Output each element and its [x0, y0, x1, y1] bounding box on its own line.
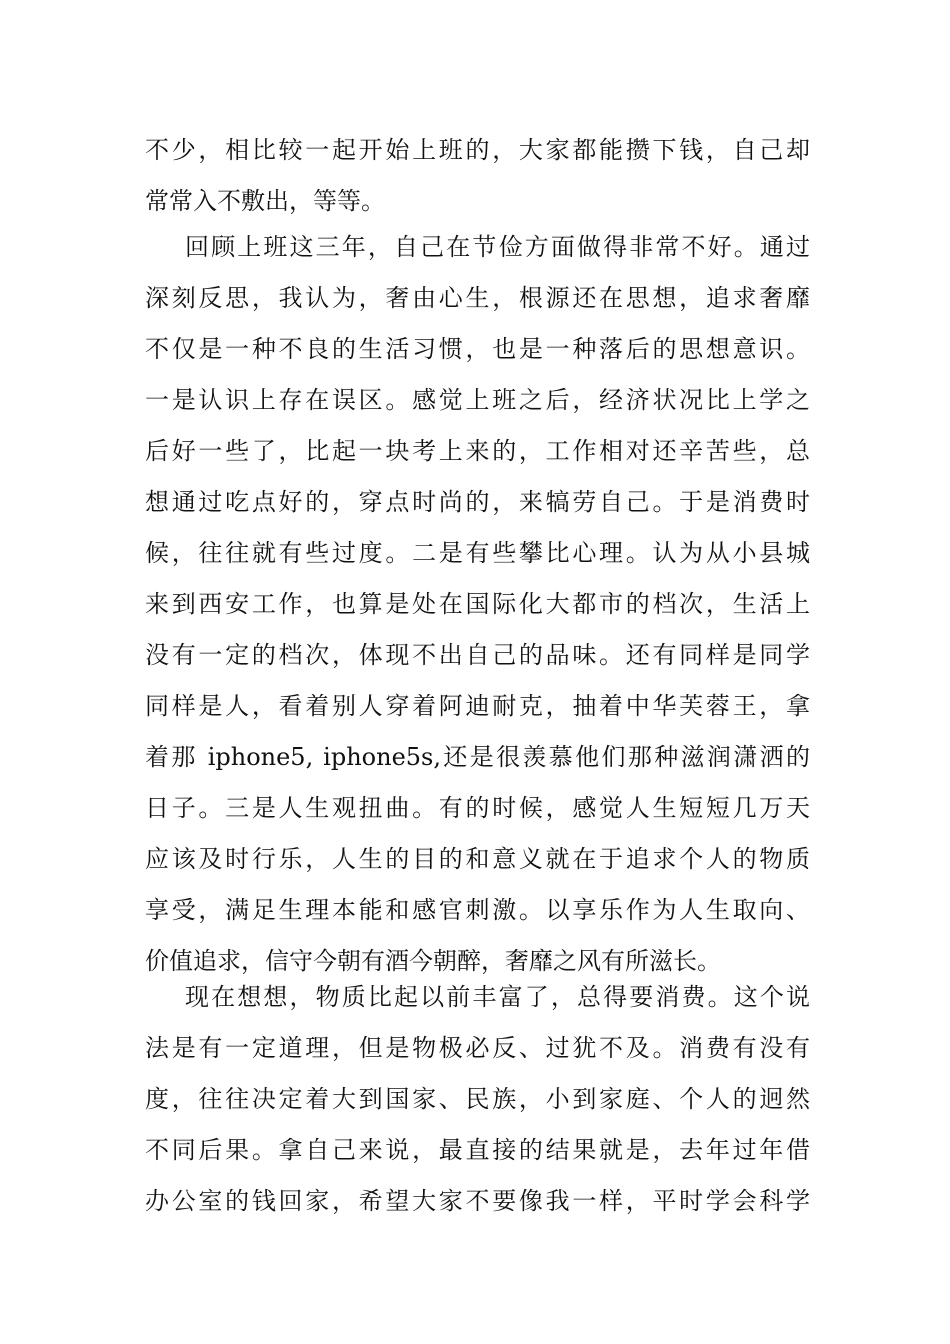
text-line: 来到西安工作，也算是处在国际化大都市的档次，生活上	[145, 590, 810, 618]
text-line: 现在想想，物质比起以前丰富了，总得要消费。这个说	[185, 983, 810, 1011]
text-line: 后好一些了，比起一块考上来的，工作相对还辛苦些，总	[145, 437, 810, 465]
text-line: 不仅是一种不良的生活习惯，也是一种落后的思想意识。	[145, 335, 810, 363]
text-line: 常常入不敷出，等等。	[145, 187, 385, 215]
text-line: 没有一定的档次，体现不出自己的品味。还有同样是同学	[145, 641, 810, 669]
text-line: 日子。三是人生观扭曲。有的时候，感觉人生短短几万天	[145, 794, 810, 822]
text-line: 不同后果。拿自己来说，最直接的结果就是，去年过年借	[145, 1136, 810, 1164]
paragraph-2	[145, 222, 810, 987]
text-line: 着那 iphone5, iphone5s,还是很羡慕他们那种滋润潇洒的	[145, 743, 810, 771]
text-line: 法是有一定道理，但是物极必反、过犹不及。消费有没有	[145, 1034, 810, 1062]
text-line: 办公室的钱回家，希望大家不要像我一样，平时学会科学	[145, 1187, 810, 1215]
text-line: 想通过吃点好的，穿点时尚的，来犒劳自己。于是消费时	[145, 488, 810, 516]
text-line: 回顾上班这三年，自己在节俭方面做得非常不好。通过	[185, 233, 810, 261]
text-line: 度，往往决定着大到国家、民族，小到家庭、个人的迥然	[145, 1085, 810, 1113]
text-line: 享受，满足生理本能和感官刺激。以享乐作为人生取向、	[145, 896, 810, 924]
text-line: 候，往往就有些过度。二是有些攀比心理。认为从小县城	[145, 539, 810, 567]
text-line: 不少，相比较一起开始上班的，大家都能攒下钱，自己却	[145, 136, 810, 164]
paragraph-1	[145, 125, 810, 227]
paragraph-3	[145, 972, 810, 1227]
text-line: 深刻反思，我认为，奢由心生，根源还在思想，追求奢靡	[145, 284, 810, 312]
text-line: 价值追求，信守今朝有酒今朝醉，奢靡之风有所滋长。	[145, 947, 721, 975]
text-line: 应该及时行乐，人生的目的和意义就在于追求个人的物质	[145, 845, 810, 873]
text-line: 同样是人，看着别人穿着阿迪耐克，抽着中华芙蓉王，拿	[145, 692, 810, 720]
text-line: 一是认识上存在误区。感觉上班之后，经济状况比上学之	[145, 386, 810, 414]
